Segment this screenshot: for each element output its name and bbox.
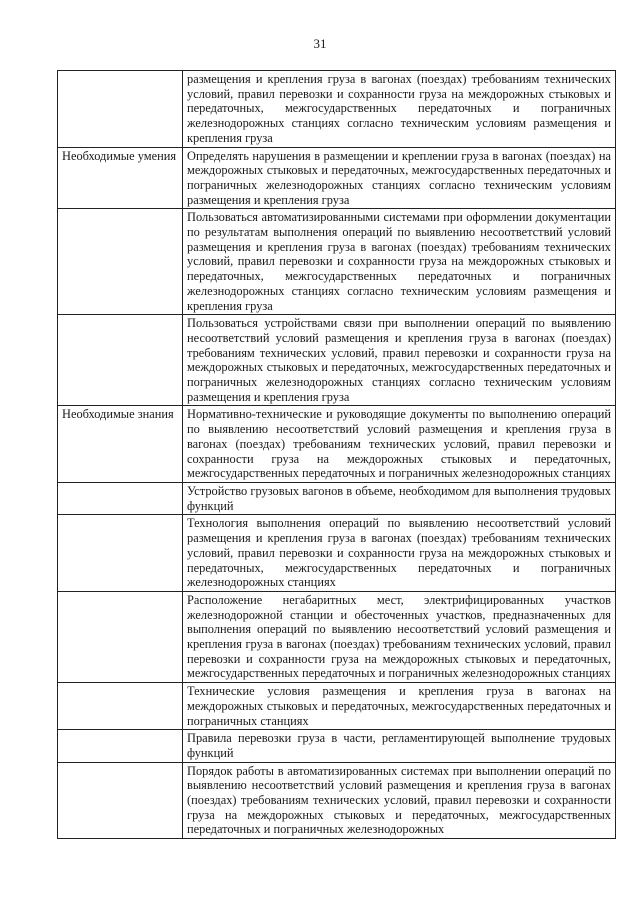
row-label <box>58 730 183 762</box>
row-text: Устройство грузовых вагонов в объеме, необходимом для выполнения трудовых функций <box>183 482 616 514</box>
table-row <box>58 71 616 148</box>
row-label <box>58 515 183 592</box>
row-text: Определять нарушения в размещении и креплении груза в вагонах (поездах) на междорожных стыковых и передаточных, межгосударственных передаточных и пограничных железнодорожных станциях согласно техническим условиям размещения и крепления груза <box>183 147 616 209</box>
table-row <box>58 683 616 730</box>
row-label <box>58 482 183 514</box>
row-text: Расположение негабаритных мест, электрифицированных участков железнодорожной станции и обесточенных участков, предназначенных для выполнения операций по выявлению несоответствий условий размещения и крепления груза в вагонах (поездах) требованиям технических условий, правил перевозки и сохранности груза на междорожных стыковых и передаточных, межгосударственных передаточных и пограничных железнодорожных станциях <box>183 591 616 682</box>
page-number: 31 <box>313 36 327 51</box>
table-row <box>58 209 616 315</box>
row-text: Технические условия размещения и крепления груза в вагонах на междорожных стыковых и передаточных, межгосударственных передаточных и пограничных станциях <box>183 683 616 730</box>
row-text: Пользоваться устройствами связи при выполнении операций по выявлению несоответствий условий размещения и крепления груза в вагонах (поездах) требованиям технических условий, правил перевозки и сохранности груза на междорожных стыковых и передаточных, межгосударственных передаточных и пограничных железнодорожных станциях согласно техническим условиям размещения и крепления груза <box>183 315 616 406</box>
table-row <box>58 515 616 592</box>
requirements-table <box>57 70 616 839</box>
row-label <box>58 591 183 682</box>
table-row <box>58 482 616 514</box>
row-text: Пользоваться автоматизированными системами при оформлении документации по результатам выполнения операций по выявлению несоответствий условий размещения и крепления груза в вагонах (поездах) требованиям технических условий, правил перевозки и сохранности груза на междорожных стыковых и передаточных, межгосударственных передаточных и пограничных железнодорожных станциях согласно техническим условиям размещения и крепления груза <box>183 209 616 315</box>
row-text: Технология выполнения операций по выявлению несоответствий условий размещения и крепления груза в вагонах (поездах) требованиям технических условий, правил перевозки и сохранности груза на междорожных стыковых и передаточных, межгосударственных передаточных и пограничных железнодорожных станциях <box>183 515 616 592</box>
row-label: Необходимые знания <box>58 406 183 483</box>
table-row <box>58 730 616 762</box>
row-text: Правила перевозки груза в части, регламентирующей выполнение трудовых функций <box>183 730 616 762</box>
row-text: размещения и крепления груза в вагонах (поездах) требованиям технических условий, правил перевозки и сохранности груза на междорожных стыковых и передаточных, межгосударственных передаточных и пограничных железнодорожных станциях согласно техническим условиям размещения и крепления груза <box>183 71 616 148</box>
table-row <box>58 406 616 483</box>
row-label <box>58 71 183 148</box>
row-label <box>58 762 183 839</box>
table-row <box>58 762 616 839</box>
table-row <box>58 315 616 406</box>
row-label: Необходимые умения <box>58 147 183 209</box>
row-label <box>58 683 183 730</box>
table-row <box>58 147 616 209</box>
row-text: Нормативно-технические и руководящие документы по выполнению операций по выявлению несоответствий условий размещения и крепления груза в вагонах (поездах) требованиям технических условий, правил перевозки и сохранности груза на междорожных стыковых и передаточных, межгосударственных передаточных и пограничных железнодорожных станциях <box>183 406 616 483</box>
row-text: Порядок работы в автоматизированных системах при выполнении операций по выявлению несоответствий условий размещения и крепления груза в вагонах (поездах) требованиям технических условий, правил перевозки и сохранности груза на междорожных стыковых и передаточных, межгосударственных передаточных и пограничных железнодорожных <box>183 762 616 839</box>
table-row <box>58 591 616 682</box>
row-label <box>58 209 183 315</box>
row-label <box>58 315 183 406</box>
